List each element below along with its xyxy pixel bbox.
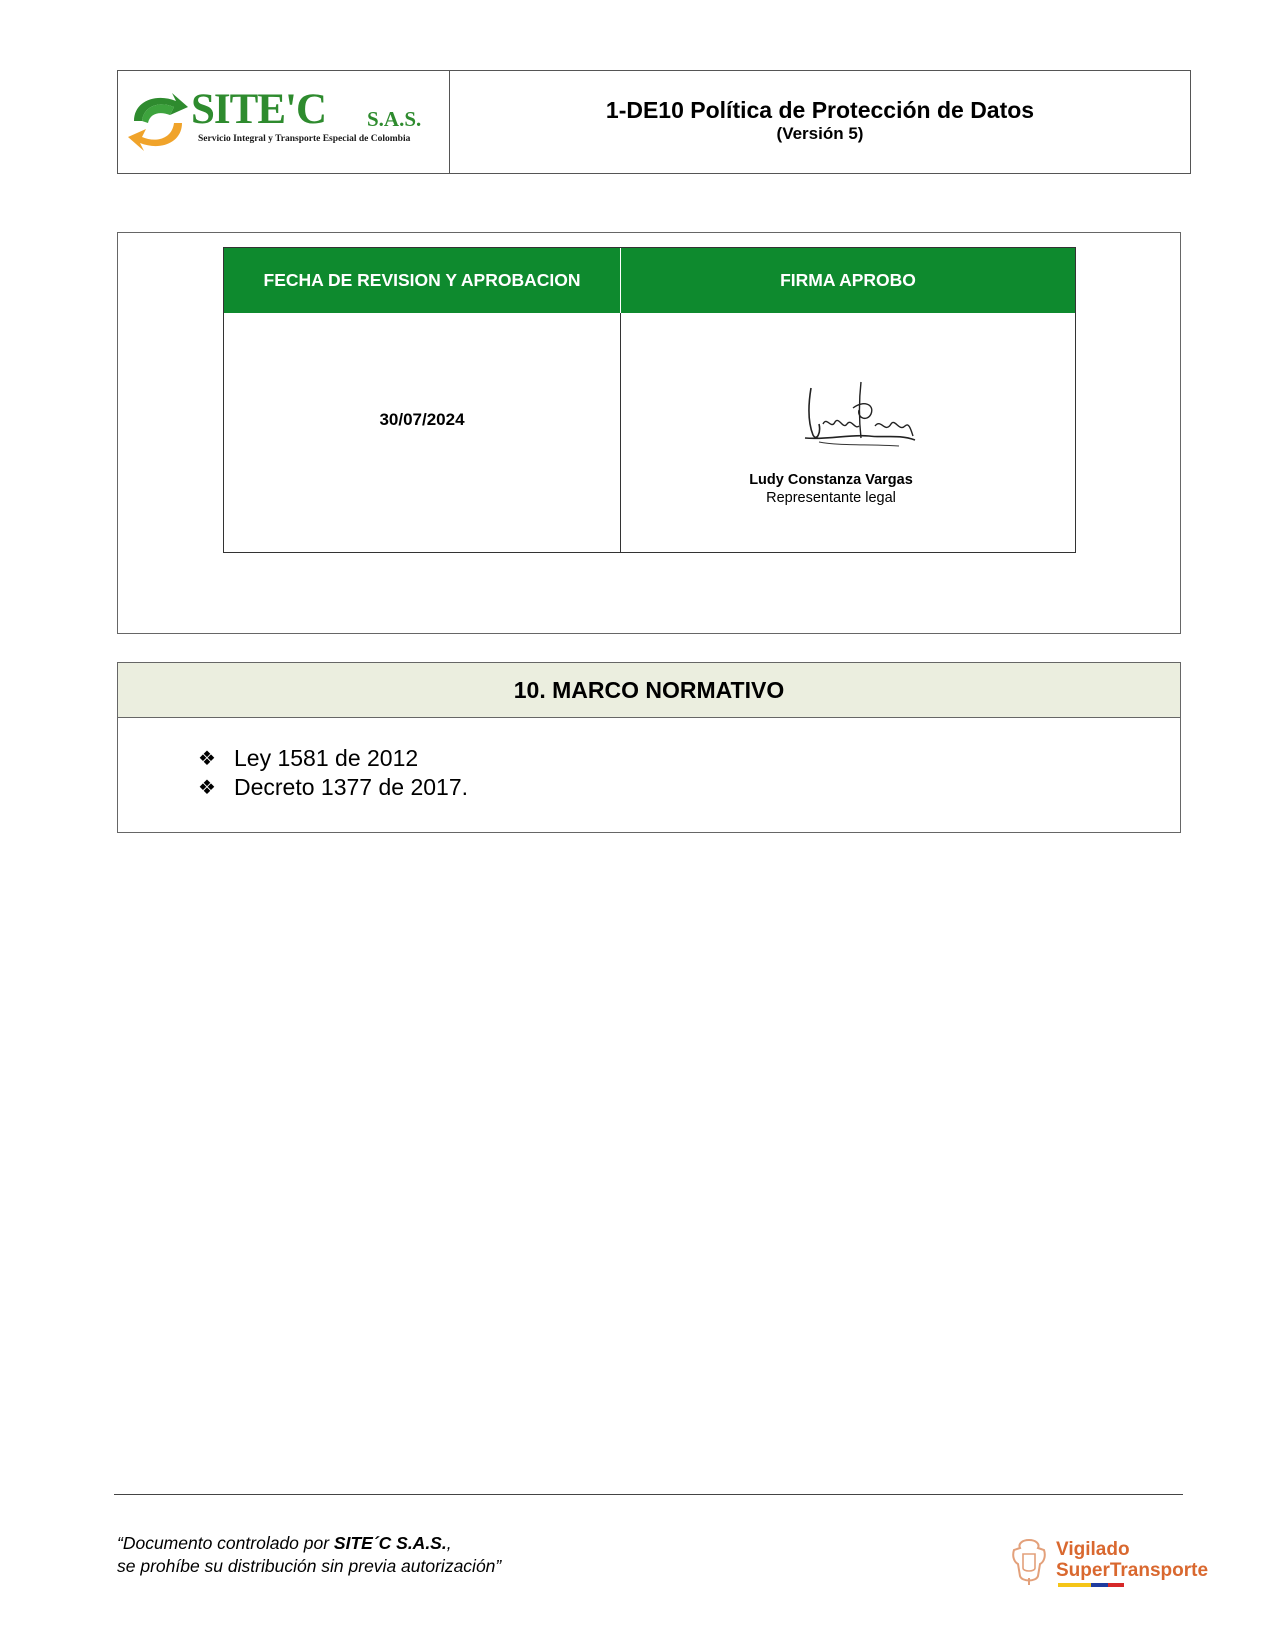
diamond-bullet-icon: ❖	[198, 777, 216, 799]
title-cell	[450, 71, 1190, 173]
logo-name: SITE'C	[191, 86, 327, 133]
marco-normativo-section	[117, 662, 1181, 833]
vigilado-badge	[1006, 1536, 1209, 1596]
logo-arrows-icon	[126, 91, 190, 153]
logo-tagline: Servicio Integral y Transporte Especial de Colombia	[198, 134, 411, 144]
footer-line1-prefix: “Documento controlado por	[117, 1533, 334, 1553]
section-title: 10. MARCO NORMATIVO	[118, 663, 1180, 718]
document-title: 1-DE10 Política de Protección de Datos	[605, 97, 1035, 123]
footer-notice	[117, 1532, 501, 1578]
list-item	[198, 774, 468, 801]
logo-suffix: S.A.S.	[367, 107, 422, 131]
approval-table	[223, 247, 1076, 553]
signature-column-header: FIRMA APROBO	[621, 248, 1075, 313]
list-item-label: Decreto 1377 de 2017.	[234, 774, 469, 800]
supertransporte-label: SuperTransporte	[1056, 1560, 1209, 1581]
flag-stripe	[1058, 1583, 1124, 1587]
signer-name: Ludy Constanza Vargas	[749, 472, 913, 488]
cell-divider	[620, 313, 621, 552]
document-header	[117, 70, 1191, 174]
footer-company: SITE´C S.A.S.	[333, 1533, 447, 1553]
approval-date: 30/07/2024	[379, 410, 465, 429]
handwritten-signature	[799, 380, 919, 460]
coat-of-arms-icon	[1008, 1536, 1050, 1586]
diamond-bullet-icon: ❖	[198, 748, 216, 770]
signer-role: Representante legal	[766, 490, 896, 506]
footer-line2: se prohíbe su distribución sin previa autorización”	[117, 1556, 502, 1576]
list-item-label: Ley 1581 de 2012	[234, 745, 419, 771]
list-item	[198, 745, 418, 772]
footer-line1-suffix: ,	[446, 1533, 452, 1553]
document-version: (Versión 5)	[776, 124, 864, 143]
date-column-header: FECHA DE REVISION Y APROBACION	[224, 248, 621, 313]
footer-divider	[114, 1494, 1183, 1495]
approval-section	[117, 232, 1181, 634]
logo-cell	[118, 71, 450, 173]
vigilado-label: Vigilado	[1056, 1539, 1130, 1560]
